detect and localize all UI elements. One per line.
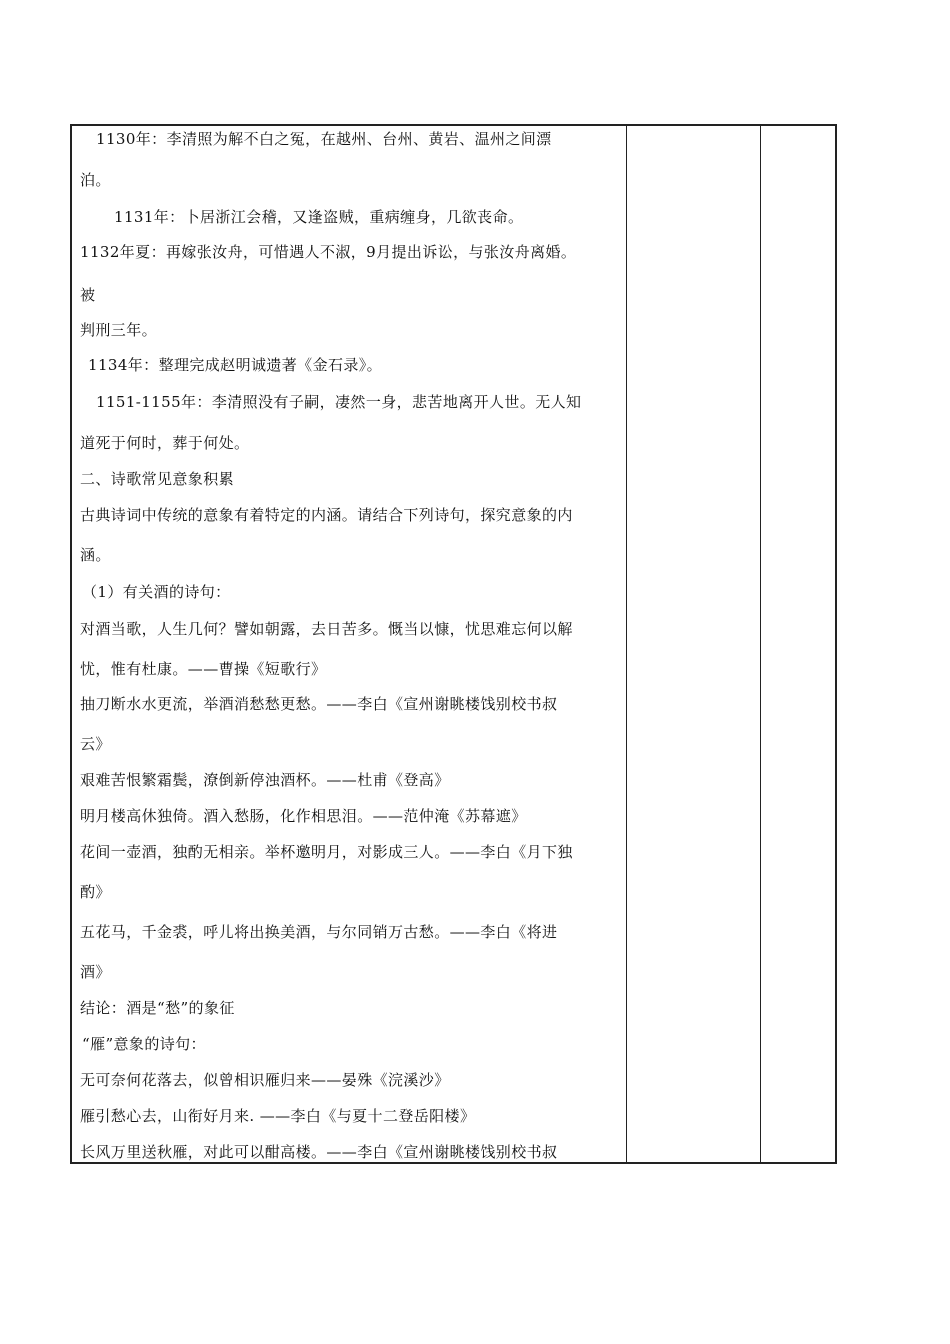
poem-line: 雁引愁心去，山衔好月来. ——李白《与夏十二登岳阳楼》 (80, 1107, 476, 1125)
poem-line: 云》 (80, 735, 111, 753)
subheading: “雁”意象的诗句： (82, 1035, 206, 1053)
text-line: 1132年夏：再嫁张汝舟，可惜遇人不淑，9月提出诉讼，与张汝舟离婚。 (80, 243, 577, 261)
text-line: 古典诗词中传统的意象有着特定的内涵。请结合下列诗句，探究意象的内 (80, 506, 573, 524)
text-line: 1151-1155年：李清照没有子嗣，凄然一身，悲苦地离开人世。无人知 (96, 393, 582, 411)
text-line: 判刑三年。 (80, 321, 158, 339)
poem-line: 花间一壶酒，独酌无相亲。举杯邀明月，对影成三人。——李白《月下独 (80, 843, 573, 861)
poem-line: 对酒当歌，人生几何？譬如朝露，去日苦多。慨当以慷，忧思难忘何以解 (80, 620, 573, 638)
text-line: 1130年：李清照为解不白之冤，在越州、台州、黄岩、温州之间漂 (96, 130, 552, 148)
poem-line: 抽刀断水水更流，举酒消愁愁更愁。——李白《宣州谢眺楼饯别校书叔 (80, 695, 558, 713)
poem-line: 明月楼高休独倚。酒入愁肠，化作相思泪。——范仲淹《苏幕遮》 (80, 807, 527, 825)
column-divider (626, 126, 627, 1162)
column-divider (760, 126, 761, 1162)
poem-line: 酌》 (80, 883, 111, 901)
text-line: 1134年：整理完成赵明诚遗著《金石录》。 (88, 356, 383, 374)
poem-line: 长风万里送秋雁，对此可以酣高楼。——李白《宣州谢眺楼饯别校书叔 (80, 1143, 558, 1161)
poem-line: 酒》 (80, 963, 111, 981)
poem-line: 无可奈何花落去，似曾相识雁归来——晏殊《浣溪沙》 (80, 1071, 450, 1089)
text-line: 被 (80, 286, 96, 304)
section-heading: 二、诗歌常见意象积累 (80, 470, 235, 488)
poem-line: 五花马，千金裘，呼儿将出换美酒，与尔同销万古愁。——李白《将进 (80, 923, 558, 941)
subheading: （1）有关酒的诗句： (82, 583, 231, 601)
text-line: 1131年：卜居浙江会稽，又逢盗贼，重病缠身，几欲丧命。 (114, 208, 524, 226)
conclusion-line: 结论：酒是“愁”的象征 (80, 999, 235, 1017)
poem-line: 忧，惟有杜康。——曹操《短歌行》 (80, 660, 327, 678)
text-line: 涵。 (80, 546, 111, 564)
poem-line: 艰难苦恨繁霜鬓，潦倒新停浊酒杯。——杜甫《登高》 (80, 771, 450, 789)
text-line: 道死于何时，葬于何处。 (80, 434, 250, 452)
text-line: 泊。 (80, 171, 111, 189)
